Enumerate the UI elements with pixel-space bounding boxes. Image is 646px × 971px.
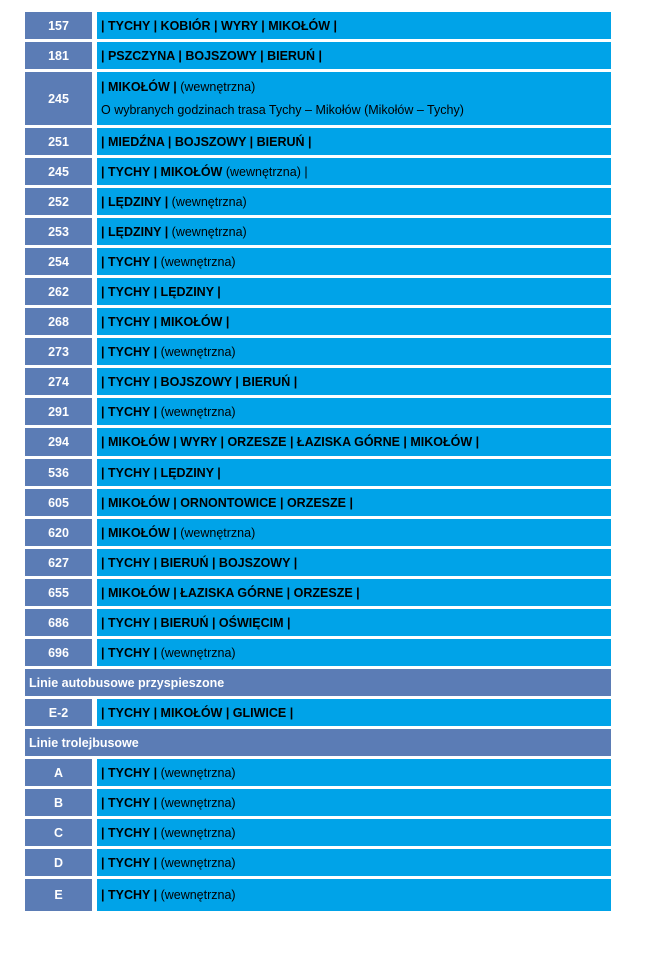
route-stops: | TYCHY | [101,765,158,780]
route-stops: | TYCHY | [101,795,158,810]
route-stops: | TYCHY | [101,888,158,902]
route-stops: | TYCHY | LĘDZINY | [101,465,221,480]
route-cell [97,338,611,365]
route-note: (wewnętrzna) [157,344,236,359]
route-note: (wewnętrzna) [176,80,256,94]
table-row [25,459,611,486]
route-stops: | LĘDZINY | [101,194,169,209]
route-stops: | TYCHY | [101,825,158,840]
line-number: 274 [25,368,92,395]
route-note: (wewnętrzna) [157,795,236,810]
table-row [25,519,611,546]
route-stops: | TYCHY | BIERUŃ | BOJSZOWY | [101,555,298,570]
route-cell [97,188,611,215]
route-stops: | MIKOŁÓW | ŁAZISKA GÓRNE | ORZESZE | [101,585,360,600]
line-number: B [25,789,92,816]
line-number: A [25,759,92,786]
table-row [25,42,611,69]
line-number: E-2 [25,699,92,726]
line-number: 291 [25,398,92,425]
table-row [25,639,611,666]
route-stops: | LĘDZINY | [101,224,169,239]
route-stops: | TYCHY | MIKOŁÓW [101,164,223,179]
line-number: 252 [25,188,92,215]
line-number: 245 [25,72,92,125]
route-cell [97,459,611,486]
route-stops: | TYCHY | [101,344,158,359]
route-stops: | PSZCZYNA | BOJSZOWY | BIERUŃ | [101,48,322,63]
table-row [25,158,611,185]
line-number: 157 [25,12,92,39]
table-row [25,789,611,816]
route-cell [97,489,611,516]
line-number: 696 [25,639,92,666]
line-number: 268 [25,308,92,335]
line-number: 686 [25,609,92,636]
route-note: (wewnętrzna) [168,194,247,209]
table-row [25,489,611,516]
table-row [25,849,611,876]
line-number: 536 [25,459,92,486]
table-row [25,72,611,125]
route-cell [97,849,611,876]
route-stops: | MIEDŹNA | BOJSZOWY | BIERUŃ | [101,134,312,149]
route-stops: | TYCHY | [101,855,158,870]
table-row [25,879,611,911]
table-row [25,759,611,786]
line-number: 251 [25,128,92,155]
route-cell [97,158,611,185]
route-stops: | TYCHY | BOJSZOWY | BIERUŃ | [101,374,298,389]
route-cell [97,398,611,425]
section-header-trolley: Linie trolejbusowe [25,729,611,756]
route-note: (wewnętrzna) [157,888,236,902]
route-cell [97,278,611,305]
route-cell [97,218,611,245]
route-cell [97,819,611,846]
route-cell [97,759,611,786]
table-row [25,128,611,155]
route-cell [97,519,611,546]
route-cell [97,639,611,666]
route-stops: | MIKOŁÓW | [101,525,177,540]
route-cell [97,72,611,125]
route-cell [97,789,611,816]
section-header-express: Linie autobusowe przyspieszone [25,669,611,696]
table-row [25,12,611,39]
table-row [25,428,611,456]
route-cell [97,368,611,395]
table-row [25,398,611,425]
routes-table [25,12,611,914]
route-cell [97,879,611,911]
route-note: (wewnętrzna) [157,645,236,660]
route-stops: | TYCHY | LĘDZINY | [101,284,221,299]
route-cell [97,428,611,456]
table-row [25,338,611,365]
route-note: (wewnętrzna) [157,855,236,870]
route-note: (wewnętrzna) [176,525,256,540]
table-row [25,699,611,726]
table-row [25,308,611,335]
route-stops: | MIKOŁÓW | ORNONTOWICE | ORZESZE | [101,495,353,510]
line-number: 627 [25,549,92,576]
route-note: (wewnętrzna) [168,224,247,239]
route-cell [97,579,611,606]
line-number: 605 [25,489,92,516]
route-stops: | TYCHY | MIKOŁÓW | [101,314,230,329]
route-note: (wewnętrzna) [157,825,236,840]
route-stops: | TYCHY | KOBIÓR | WYRY | MIKOŁÓW | [101,18,338,33]
route-stops: | MIKOŁÓW | [101,80,177,94]
route-note: (wewnętrzna) [157,254,236,269]
route-stops: | MIKOŁÓW | WYRY | ORZESZE | ŁAZISKA GÓRNE | MIKOŁÓW | [101,435,480,449]
route-stops: | TYCHY | [101,645,158,660]
route-note: (wewnętrzna) [157,404,236,419]
table-row [25,579,611,606]
line-number: 262 [25,278,92,305]
line-number: 294 [25,428,92,456]
route-cell [97,42,611,69]
route-cell [97,549,611,576]
route-cell [97,128,611,155]
table-row [25,609,611,636]
line-number: 655 [25,579,92,606]
route-stops: | TYCHY | [101,254,158,269]
route-remark: O wybranych godzinach trasa Tychy – Mikołów (Mikołów – Tychy) [101,103,464,117]
route-stops: | TYCHY | MIKOŁÓW | GLIWICE | [101,705,294,720]
line-number: 253 [25,218,92,245]
route-cell [97,308,611,335]
table-row [25,549,611,576]
line-number: 620 [25,519,92,546]
table-row [25,368,611,395]
line-number: 181 [25,42,92,69]
table-row [25,278,611,305]
route-stops: | TYCHY | BIERUŃ | OŚWIĘCIM | [101,615,291,630]
route-cell [97,248,611,275]
table-row [25,218,611,245]
route-cell [97,12,611,39]
line-number: E [25,879,92,911]
table-row [25,819,611,846]
table-row [25,248,611,275]
route-note: (wewnętrzna) | [222,164,308,179]
route-cell [97,609,611,636]
line-number: 273 [25,338,92,365]
line-number: C [25,819,92,846]
route-cell [97,699,611,726]
line-number: 245 [25,158,92,185]
line-number: 254 [25,248,92,275]
line-number: D [25,849,92,876]
route-stops: | TYCHY | [101,404,158,419]
table-row [25,188,611,215]
route-note: (wewnętrzna) [157,765,236,780]
